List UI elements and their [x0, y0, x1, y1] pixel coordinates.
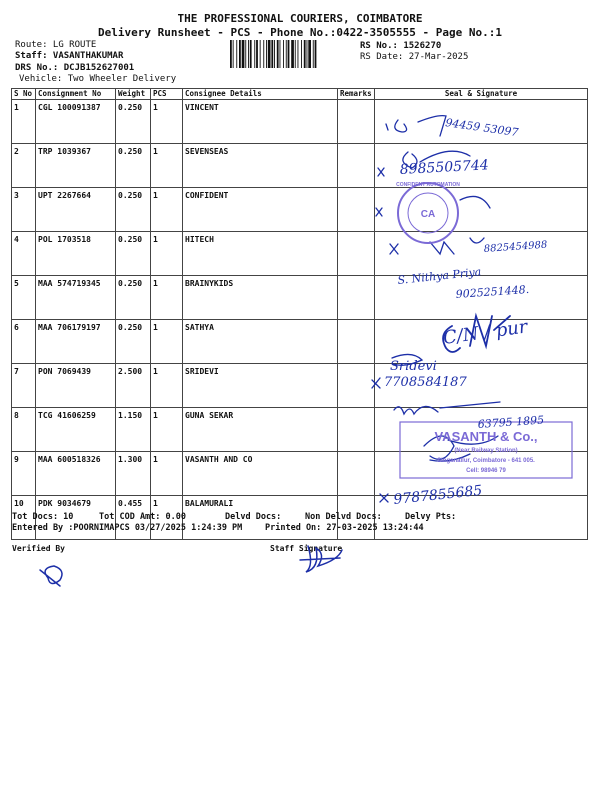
- row-consignment: MAA 706179197: [36, 320, 116, 364]
- col-seal: Seal & Signature: [375, 89, 588, 100]
- row-pcs: 1: [151, 100, 183, 144]
- row-consignment: POL 1703518: [36, 232, 116, 276]
- row-consignee: HITECH: [183, 232, 338, 276]
- row-consignee: BRAINYKIDS: [183, 276, 338, 320]
- row-consignee: VASANTH AND CO: [183, 452, 338, 496]
- row-sno: 3: [12, 188, 36, 232]
- staff-signature-icon: [300, 546, 342, 572]
- row-pcs: 1: [151, 276, 183, 320]
- vehicle-label: Vehicle: Two Wheeler Delivery: [19, 74, 177, 84]
- row-consignee: SEVENSEAS: [183, 144, 338, 188]
- company-title: THE PROFESSIONAL COURIERS, COIMBATORE: [177, 12, 423, 25]
- svg-text:Cell: 98946 79: Cell: 98946 79: [466, 468, 506, 474]
- confident-automation-stamp: [396, 182, 460, 243]
- row-sno: 10: [12, 496, 36, 540]
- delvy-pts: Delvy Pts:: [405, 512, 457, 522]
- row-sno: 9: [12, 452, 36, 496]
- row-weight: 2.500: [116, 364, 151, 408]
- rs-date: RS Date: 27-Mar-2025: [360, 52, 469, 62]
- col-sno: S No: [12, 89, 36, 100]
- row-consignee: GUNA SEKAR: [183, 408, 338, 452]
- handwriting-row7-name: Sridevi: [390, 359, 437, 374]
- drs-number: DRS No.: DCJB152627001: [15, 63, 135, 73]
- row-sno: 7: [12, 364, 36, 408]
- row-pcs: 1: [151, 496, 183, 540]
- staff-label: Staff: VASANTHAKUMAR: [15, 51, 124, 61]
- handwriting-row6: C/N / pur: [441, 316, 529, 349]
- row-weight: 1.150: [116, 408, 151, 452]
- svg-text:VASANTH & Co.,: VASANTH & Co.,: [434, 429, 538, 444]
- row-pcs: 1: [151, 232, 183, 276]
- row-consignee: VINCENT: [183, 100, 338, 144]
- handwriting-row5-phone: 9025251448.: [455, 282, 530, 301]
- row-consignment: UPT 2267664: [36, 188, 116, 232]
- col-remarks: Remarks: [338, 89, 375, 100]
- delvd-docs: Delvd Docs:: [225, 512, 282, 522]
- signature-row10-icon: [380, 494, 388, 502]
- row-weight: 0.250: [116, 320, 151, 364]
- row-pcs: 1: [151, 452, 183, 496]
- row-sno: 2: [12, 144, 36, 188]
- row-pcs: 1: [151, 364, 183, 408]
- staff-signature-label: Staff Signature: [270, 544, 343, 553]
- handwriting-row10: 9787855685: [392, 482, 484, 508]
- row-sno: 5: [12, 276, 36, 320]
- signature-row4-icon: [390, 238, 484, 254]
- tot-docs: Tot Docs: 10: [12, 512, 74, 522]
- row-sno: 6: [12, 320, 36, 364]
- row-pcs: 1: [151, 408, 183, 452]
- handwriting-row7-phone: 7708584187: [384, 375, 467, 390]
- row-sno: 1: [12, 100, 36, 144]
- row-weight: 0.250: [116, 232, 151, 276]
- tot-cod: Tot COD Amt: 0.00: [99, 512, 186, 522]
- row-consignee: SATHYA: [183, 320, 338, 364]
- row-weight: 1.300: [116, 452, 151, 496]
- handwriting-row4: 8825454988: [483, 239, 548, 255]
- row-consignment: TCG 41606259: [36, 408, 116, 452]
- row-consignment: MAA 600518326: [36, 452, 116, 496]
- handwriting-row5-name: S. Nithya Priya: [396, 265, 482, 287]
- row-consignment: PON 7069439: [36, 364, 116, 408]
- svg-text:(Near Railway Station): (Near Railway Station): [454, 448, 518, 454]
- route-label: Route: LG ROUTE: [15, 40, 97, 50]
- rs-number: RS No.: 1526270: [360, 41, 442, 51]
- row-pcs: 1: [151, 188, 183, 232]
- verified-by: Verified By: [12, 544, 65, 553]
- row-consignee: SRIDEVI: [183, 364, 338, 408]
- row-consignee: CONFIDENT: [183, 188, 338, 232]
- row-consignment: PDK 9034679: [36, 496, 116, 540]
- printed-on: Printed On: 27-03-2025 13:24:44: [265, 523, 424, 533]
- handwriting-row8: 63795 1895: [477, 413, 545, 431]
- row-consignment: MAA 574719345: [36, 276, 116, 320]
- col-pcs: PCS: [151, 89, 183, 100]
- row-pcs: 1: [151, 320, 183, 364]
- row-weight: 0.250: [116, 144, 151, 188]
- col-consignee: Consignee Details: [183, 89, 338, 100]
- svg-text:Singanallur, Coimbatore - 641: Singanallur, Coimbatore - 641 005.: [437, 458, 535, 464]
- handwriting-row1: 94459 53097: [444, 116, 520, 140]
- row-weight: 0.250: [116, 188, 151, 232]
- row-weight: 0.250: [116, 276, 151, 320]
- col-consignment: Consignment No: [36, 89, 116, 100]
- row-weight: 0.455: [116, 496, 151, 540]
- row-consignment: CGL 100091387: [36, 100, 116, 144]
- row-sno: 8: [12, 408, 36, 452]
- signature-row8-icon: [394, 402, 500, 414]
- row-sno: 4: [12, 232, 36, 276]
- svg-text:CONFIDENT AUTOMATION: CONFIDENT AUTOMATION: [396, 182, 460, 188]
- entered-by: Entered By :POORNIMAPCS 03/27/2025 1:24:39 PM: [12, 523, 243, 533]
- verifier-initial-icon: [40, 566, 62, 586]
- non-delvd-docs: Non Delvd Docs:: [305, 512, 382, 522]
- row-consignee: BALAMURALI: [183, 496, 338, 540]
- handwriting-row2: 8985505744: [399, 157, 490, 178]
- signature-row1-icon: [386, 120, 407, 132]
- col-weight: Weight: [116, 89, 151, 100]
- runsheet-subtitle: Delivery Runsheet - PCS - Phone No.:0422-3505555 - Page No.:1: [98, 26, 502, 39]
- row-consignment: TRP 1039367: [36, 144, 116, 188]
- row-pcs: 1: [151, 144, 183, 188]
- svg-text:CA: CA: [420, 209, 436, 220]
- row-weight: 0.250: [116, 100, 151, 144]
